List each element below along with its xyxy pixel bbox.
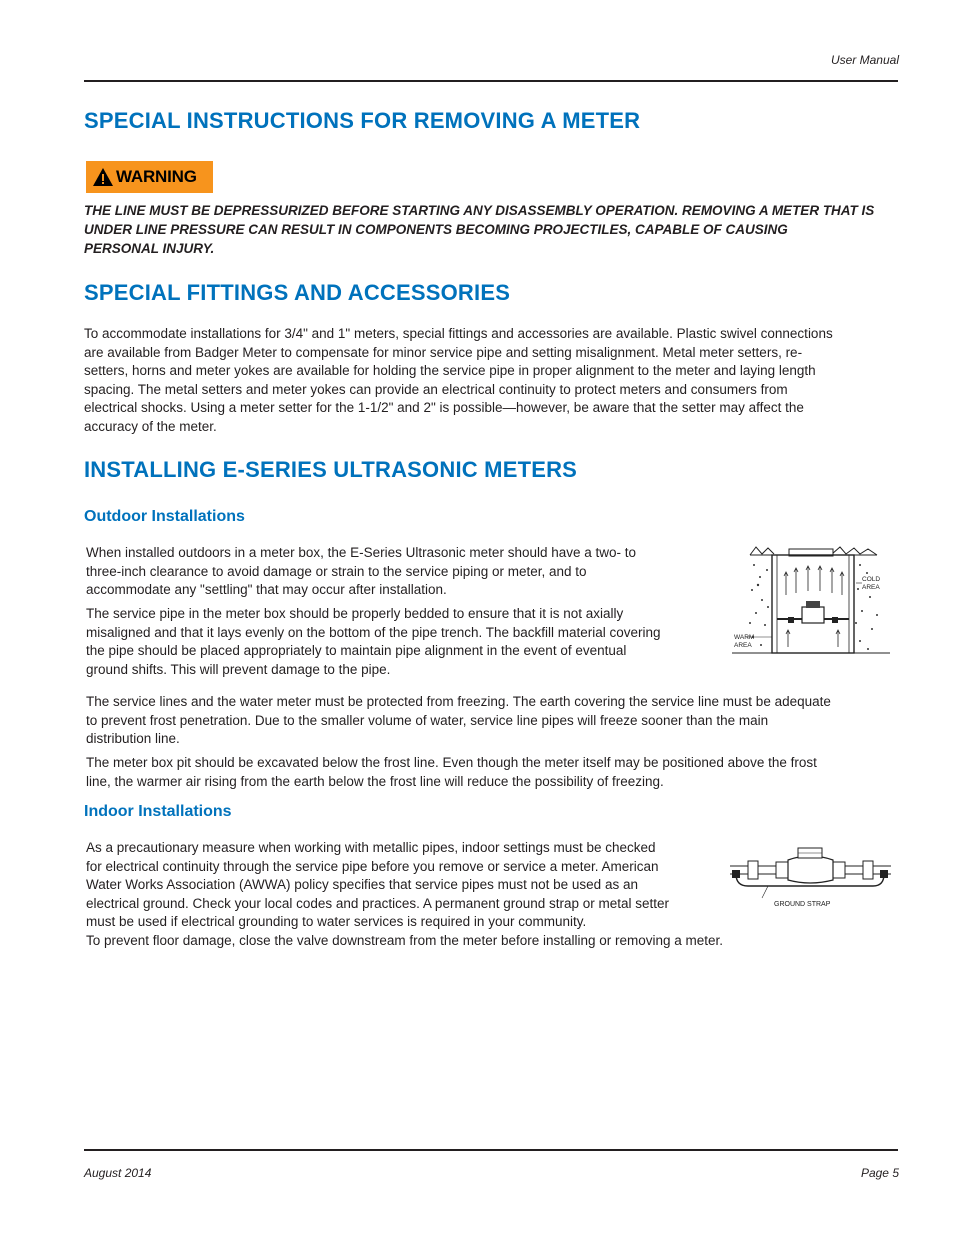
text-line: spacing. The metal setters and meter yokes can provide an electrical continuity to protect meters and consumers from xyxy=(84,381,788,397)
text-line: The service pipe in the meter box should be properly bedded to ensure that it is not axially xyxy=(86,606,624,621)
warm-area-label: AREA xyxy=(734,642,752,649)
text-line: accommodate any "settling" that may occur after installation. xyxy=(86,582,447,598)
section-title-removing: SPECIAL INSTRUCTIONS FOR REMOVING A METER xyxy=(84,108,641,133)
warning-label: WARNING xyxy=(116,167,197,186)
subsection-title-indoor: Indoor Installations xyxy=(84,803,232,820)
text-line: must be used if electrical grounding to water services is required in your community. xyxy=(86,914,587,930)
warm-area-label: WARM xyxy=(734,634,755,641)
text-line: line, the warmer air rising from the earth below the frost line will reduce the possibility of freezing. xyxy=(86,773,664,789)
footer-page-number: Page 5 xyxy=(860,1166,899,1180)
text-line: To accommodate installations for 3/4" and 1" meters, special fittings and accessories are available. Plastic swivel connections xyxy=(84,326,833,341)
subsection-title-outdoor: Outdoor Installations xyxy=(84,508,245,525)
ground-strap-label: GROUND STRAP xyxy=(774,901,831,908)
section-title-fittings: SPECIAL FITTINGS AND ACCESSORIES xyxy=(84,280,511,305)
text-line: electrical shocks. Using a meter setter for the 1-1/2" and 2" is possible—however, be aware that the setter may affect the xyxy=(84,400,804,416)
warning-text xyxy=(84,201,894,258)
text-line: three-inch clearance to avoid damage or strain to the service piping or meter, and to xyxy=(86,563,587,579)
text-line: the pipe should be placed appropriately to maintain pipe alignment in the event of eventual xyxy=(86,643,627,659)
text-line: Water Works Association (AWWA) policy specifies that service pipes must not be used as an xyxy=(86,877,638,893)
text-line: To prevent floor damage, close the valve downstream from the meter before installing or removing a meter. xyxy=(86,932,724,948)
section-title-installing: INSTALLING E-SERIES ULTRASONIC METERS xyxy=(84,457,578,482)
warning-triangle-icon xyxy=(92,167,114,187)
text-line: The meter box pit should be excavated below the frost line. Even though the meter itself may be positioned above the frost xyxy=(86,755,817,770)
footer-rule xyxy=(84,1149,898,1151)
outdoor-paragraph-3 xyxy=(86,693,901,749)
text-line: The service lines and the water meter must be protected from freezing. The earth covering the service line must be adequate xyxy=(86,694,831,709)
text-line: electrical ground. Check your local codes and practices. A permanent ground strap or metal setter xyxy=(86,895,670,911)
text-line: misaligned and that it lays evenly on the bottom of the pipe trench. The backfill material covering xyxy=(86,624,661,640)
outdoor-paragraph-2 xyxy=(86,605,726,679)
outdoor-paragraph-4 xyxy=(86,754,901,791)
warning-line: PERSONAL INJURY. xyxy=(84,241,215,256)
text-line: When installed outdoors in a meter box, the E-Series Ultrasonic meter should have a two- to xyxy=(86,545,637,560)
header-label: User Manual xyxy=(830,53,899,67)
text-line: As a precautionary measure when working with metallic pipes, indoor settings must be checked xyxy=(86,840,656,855)
text-line: are available from Badger Meter to compensate for minor service pipe and setting misalignment. Metal meter setters, re- xyxy=(84,344,803,360)
text-line: setters, horns and meter yokes are available for holding the service pipe in proper alignment to the meter and laying length xyxy=(84,363,816,379)
fittings-paragraph xyxy=(84,325,904,437)
text-line: accuracy of the meter. xyxy=(84,418,217,434)
warning-line: UNDER LINE PRESSURE CAN RESULT IN COMPONENTS BECOMING PROJECTILES, CAPABLE OF CAUSING xyxy=(84,222,788,237)
text-line: ground shifts. This will prevent damage to the pipe. xyxy=(86,661,391,677)
warning-line: THE LINE MUST BE DEPRESSURIZED BEFORE STARTING ANY DISASSEMBLY OPERATION. REMOVING A METER THAT IS xyxy=(84,203,875,218)
outdoor-paragraph-1 xyxy=(86,544,726,600)
text-line: distribution line. xyxy=(86,731,180,747)
text-line: for electrical continuity through the service pipe before you remove or service a meter. American xyxy=(86,858,659,874)
footer-date: August 2014 xyxy=(84,1166,152,1180)
ground-strap-figure xyxy=(728,842,893,912)
text-line: to prevent frost penetration. Due to the smaller volume of water, service line pipes will freeze sooner than the main xyxy=(86,712,769,728)
cold-area-label: COLD xyxy=(862,576,881,583)
cold-area-label: AREA xyxy=(862,584,880,591)
warning-badge xyxy=(86,161,213,193)
meter-box-figure xyxy=(732,545,890,663)
header-rule xyxy=(84,80,898,82)
